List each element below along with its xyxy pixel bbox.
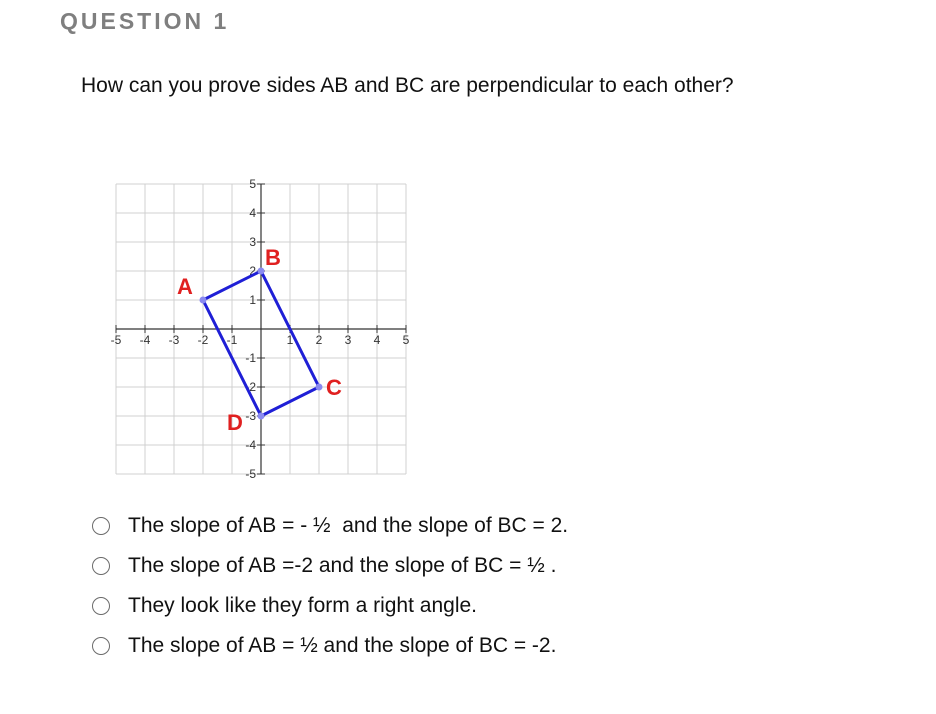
vertex-point: [258, 268, 265, 275]
y-tick-label: 5: [249, 177, 256, 191]
answer-option-label: The slope of AB = - ½ and the slope of BC = 2.: [128, 514, 569, 537]
coordinate-graph: [100, 155, 420, 485]
radio-button-1[interactable]: [92, 517, 110, 535]
question-prompt: How can you prove sides AB and BC are perpendicular to each other?: [81, 74, 734, 97]
x-tick-label: 4: [373, 333, 381, 347]
y-tick-label: 1: [249, 293, 256, 307]
x-tick-label: -1: [226, 333, 238, 347]
answer-option-label: The slope of AB =-2 and the slope of BC = ½ .: [128, 554, 557, 577]
y-tick-label: -4: [245, 438, 256, 452]
y-tick-label: 4: [249, 206, 256, 220]
x-tick-label: 5: [402, 333, 410, 347]
x-tick-label: 2: [315, 333, 323, 347]
y-tick-label: 2: [249, 264, 256, 278]
y-tick-label: -1: [245, 351, 256, 365]
answer-option-label: They look like they form a right angle.: [128, 594, 478, 617]
radio-button-4[interactable]: [92, 637, 110, 655]
vertex-label: D: [227, 410, 243, 435]
answer-option-4[interactable]: [92, 626, 568, 666]
x-tick-label: -4: [139, 333, 151, 347]
vertex-point: [258, 413, 265, 420]
vertex-label: C: [326, 375, 342, 400]
answer-option-3[interactable]: [92, 586, 568, 626]
vertex-point: [200, 297, 207, 304]
vertex-point: [316, 384, 323, 391]
answer-option-label: The slope of AB = ½ and the slope of BC = -2.: [128, 634, 557, 657]
answer-options: [92, 506, 568, 666]
vertex-label: A: [177, 274, 193, 299]
x-tick-label: 3: [344, 333, 352, 347]
y-tick-label: -5: [245, 467, 256, 481]
graph-axes: [116, 184, 406, 474]
x-axis-ticks: [111, 325, 410, 347]
x-tick-label: -3: [168, 333, 180, 347]
x-tick-label: -2: [197, 333, 209, 347]
x-tick-label: 1: [286, 333, 294, 347]
answer-option-2[interactable]: [92, 546, 568, 586]
radio-button-2[interactable]: [92, 557, 110, 575]
y-tick-label: 3: [249, 235, 256, 249]
vertex-label: B: [265, 245, 281, 270]
answer-option-1[interactable]: [92, 506, 568, 546]
radio-button-3[interactable]: [92, 597, 110, 615]
y-tick-label: -3: [245, 409, 256, 423]
x-tick-label: -5: [110, 333, 122, 347]
question-number: QUESTION 1: [60, 8, 230, 34]
y-tick-label: -2: [245, 380, 256, 394]
